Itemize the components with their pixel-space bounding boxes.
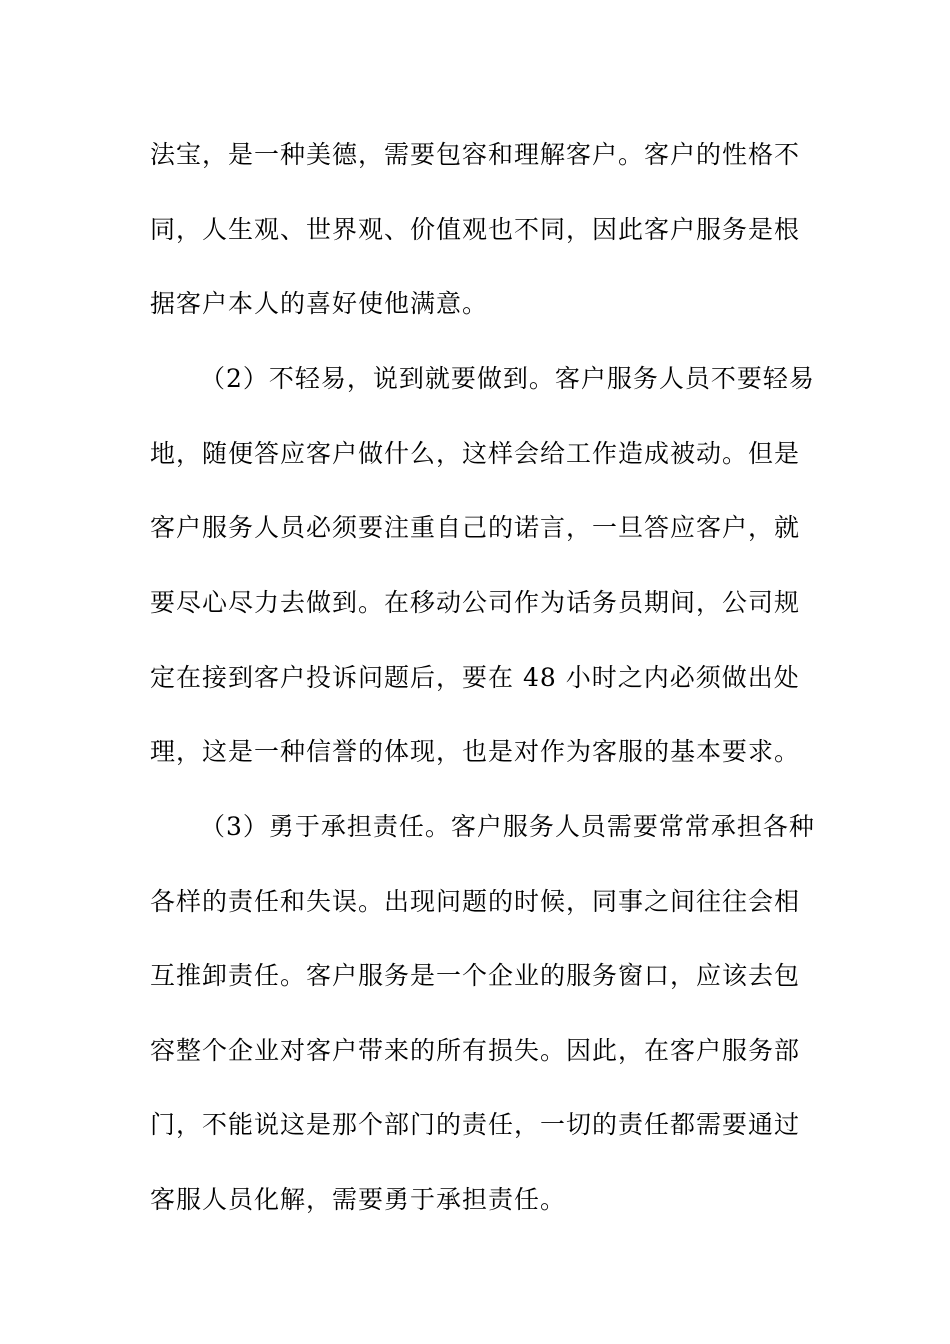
paragraph-line: 法宝，是一种美德，需要包容和理解客户。客户的性格不 xyxy=(150,140,801,169)
paragraph-line: 门，不能说这是那个部门的责任，一切的责任都需要通过 xyxy=(150,1110,801,1139)
paragraph-line: 要尽心尽力去做到。在移动公司作为话务员期间，公司规 xyxy=(150,588,801,617)
paragraph-line: 客户服务人员必须要注重自己的诺言，一旦答应客户，就 xyxy=(150,513,801,542)
paragraph-line: 容整个企业对客户带来的所有损失。因此，在客户服务部 xyxy=(150,1036,801,1065)
paragraph-line: 客服人员化解，需要勇于承担责任。 xyxy=(150,1185,567,1214)
paragraph-line: 同，人生观、世界观、价值观也不同，因此客户服务是根 xyxy=(150,215,801,244)
paragraph-line: 定在接到客户投诉问题后，要在 48 小时之内必须做出处 xyxy=(150,663,800,692)
paragraph-line: （3）勇于承担责任。客户服务人员需要常常承担各种 xyxy=(200,812,815,841)
paragraph-line: 地，随便答应客户做什么，这样会给工作造成被动。但是 xyxy=(150,439,801,468)
paragraph-line: 据客户本人的喜好使他满意。 xyxy=(150,289,489,318)
paragraph-line: 各样的责任和失误。出现问题的时候，同事之间往往会相 xyxy=(150,887,801,916)
paragraph-line: （2）不轻易，说到就要做到。客户服务人员不要轻易 xyxy=(200,364,815,393)
paragraph-line: 互推卸责任。客户服务是一个企业的服务窗口，应该去包 xyxy=(150,961,801,990)
paragraph-line: 理，这是一种信誉的体现，也是对作为客服的基本要求。 xyxy=(150,737,801,766)
